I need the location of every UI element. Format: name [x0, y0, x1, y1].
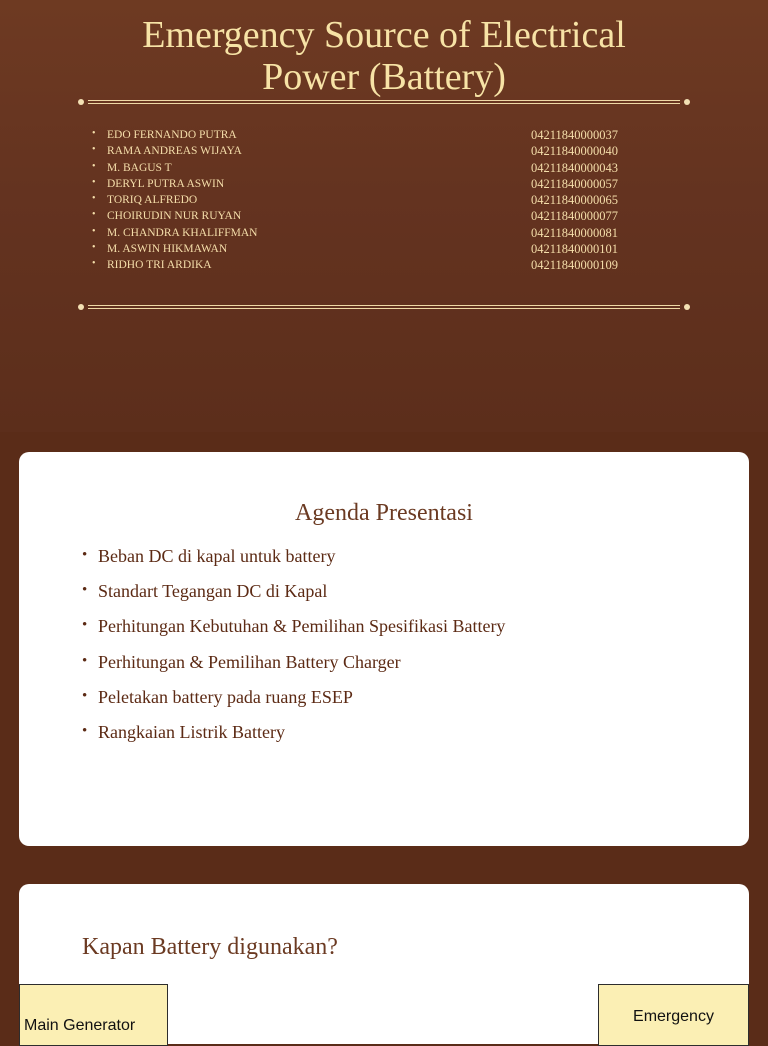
member-id: 04211840000109 [531, 258, 619, 273]
member-id: 04211840000077 [531, 209, 619, 224]
member-name: EDO FERNANDO PUTRA [107, 129, 237, 141]
bullet-icon: • [92, 193, 96, 205]
member-id: 04211840000040 [531, 144, 619, 159]
bullet-icon: • [82, 722, 88, 739]
bullet-icon: • [92, 144, 96, 156]
agenda-title: Agenda Presentasi [295, 500, 473, 526]
emergency-box [598, 984, 749, 1046]
bullet-icon: • [92, 242, 96, 254]
bullet-icon: • [92, 128, 96, 139]
agenda-item-label: Perhitungan Kebutuhan & Pemilihan Spesifikasi Battery [98, 616, 506, 637]
agenda-item-label: Peletakan battery pada ruang ESEP [98, 686, 353, 707]
member-name: CHOIRUDIN NUR RUYAN [107, 210, 242, 223]
bullet-icon: • [82, 582, 88, 599]
agenda-item-label: Standart Tegangan DC di Kapal [98, 581, 328, 602]
bullet-icon: • [92, 160, 96, 172]
member-row [92, 128, 652, 144]
bullet-icon: • [92, 209, 96, 221]
bullet-icon: • [82, 547, 88, 563]
top-divider [78, 98, 690, 106]
question-title: Kapan Battery digunakan? [82, 934, 338, 960]
member-name: TORIQ ALFREDO [107, 194, 198, 207]
agenda-item-label: Perhitungan & Pemilihan Battery Charger [98, 651, 401, 672]
member-row [92, 209, 652, 225]
member-row [92, 177, 652, 193]
bullet-icon: • [92, 258, 96, 270]
member-row [92, 226, 652, 242]
member-name: M. ASWIN HIKMAWAN [107, 243, 228, 256]
bullet-icon: • [82, 687, 88, 704]
bullet-icon: • [92, 176, 96, 188]
agenda-item-label: Beban DC di kapal untuk battery [98, 546, 336, 566]
member-id: 04211840000081 [531, 225, 619, 240]
member-row [92, 242, 652, 258]
member-id: 04211840000043 [531, 160, 619, 175]
member-list [92, 128, 652, 275]
bullet-icon: • [92, 225, 96, 237]
member-name: RIDHO TRI ARDIKA [107, 259, 212, 272]
bottom-divider [78, 303, 690, 311]
member-name: DERYL PUTRA ASWIN [107, 177, 225, 190]
member-row [92, 144, 652, 160]
title-line-1: Emergency Source of Electrical [142, 14, 626, 56]
emergency-label: Emergency [633, 1008, 714, 1025]
title-line-2: Power (Battery) [262, 56, 506, 98]
member-name: M. BAGUS T [107, 161, 172, 174]
member-row [92, 193, 652, 209]
member-row [92, 161, 652, 177]
title-slide [0, 0, 768, 432]
member-id: 04211840000057 [531, 176, 619, 191]
member-name: M. CHANDRA KHALIFFMAN [107, 226, 258, 239]
bullet-icon: • [82, 652, 88, 669]
member-name: RAMA ANDREAS WIJAYA [107, 145, 242, 158]
member-id: 04211840000037 [531, 128, 619, 142]
member-id: 04211840000101 [531, 242, 619, 257]
member-row [92, 258, 652, 274]
main-generator-label: Main Generator [24, 1017, 136, 1034]
agenda-item-label: Rangkaian Listrik Battery [98, 721, 285, 742]
main-generator-box [19, 984, 168, 1046]
member-id: 04211840000065 [531, 193, 619, 208]
slide-title [40, 14, 728, 98]
bullet-icon: • [82, 617, 88, 634]
